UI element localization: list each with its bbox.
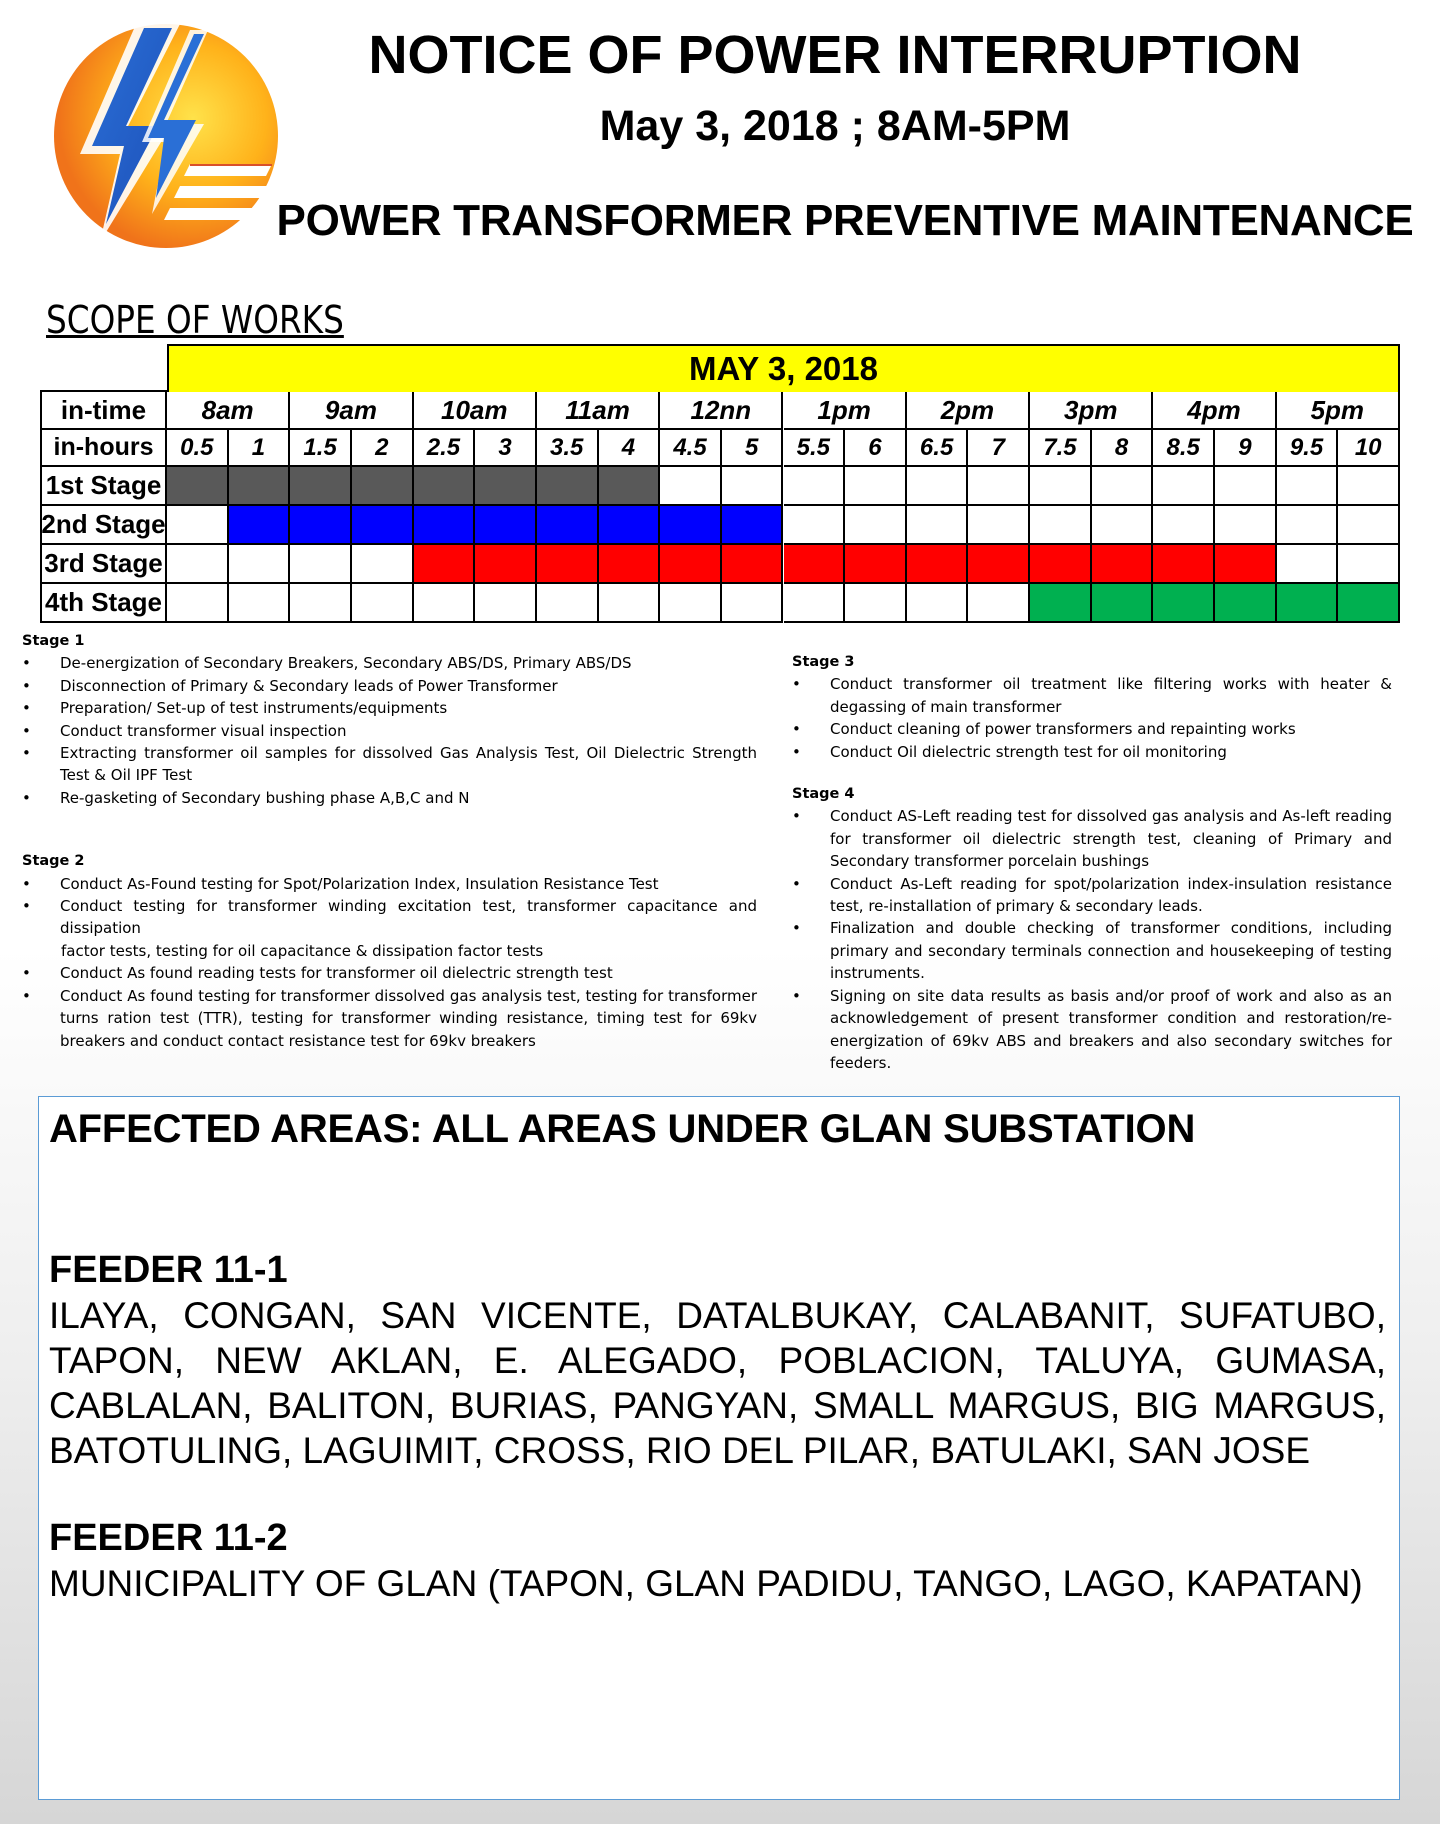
empty-cell (907, 506, 969, 545)
feeder1-areas: ILAYA, CONGAN, SAN VICENTE, DATALBUKAY, CALABANIT, SUFATUBO, TAPON, NEW AKLAN, E. ALEGADO, POBLACION, TALUYA, GUMASA, CABLALAN, BALITON, BURIAS, PANGYAN, SMALL MARGUS, BIG MARGUS, BATOTULING, LAGUIMIT, CROSS, RIO DEL PILAR, BATULAKI, SAN JOSE (49, 1295, 1386, 1471)
stage-bar-cell (907, 545, 969, 584)
schedule-date-band: MAY 3, 2018 (167, 344, 1400, 392)
stage2-title: Stage 2 (22, 853, 85, 870)
stage-bar-cell (475, 467, 537, 506)
empty-cell (229, 545, 291, 584)
list-item: • Conduct As-Left reading for spot/polarization index-insulation resistance test, re-installation of primary & secondary leads. (792, 873, 1392, 918)
empty-cell (475, 584, 537, 623)
stage-bar-cell (414, 545, 476, 584)
hour-header-cell: 4.5 (660, 430, 722, 467)
stage1-title: Stage 1 (22, 633, 85, 649)
stage-bar-cell (1153, 545, 1215, 584)
empty-cell (229, 584, 291, 623)
affected-areas-box (38, 1096, 1400, 1800)
empty-cell (784, 467, 846, 506)
stage-bar-cell (229, 506, 291, 545)
hour-header-cell: 2.5 (414, 430, 476, 467)
hours-row-label: in-hours (40, 430, 167, 467)
stage3-list (792, 673, 1392, 763)
empty-cell (660, 467, 722, 506)
stage-bar-cell (352, 467, 414, 506)
time-header-cell: 1pm (784, 392, 907, 430)
empty-cell (167, 584, 229, 623)
hour-header-cell: 9 (1215, 430, 1277, 467)
stage-row-label: 2nd Stage (40, 506, 167, 545)
hour-header-cell: 6 (845, 430, 907, 467)
hour-header-cell: 1.5 (290, 430, 352, 467)
hour-header-cell: 8.5 (1153, 430, 1215, 467)
stages-left-column (22, 630, 757, 1052)
time-header-cell: 12nn (660, 392, 783, 430)
notice-date: May 3, 2018 ; 8AM-5PM (599, 102, 1071, 150)
stage-bar-cell (167, 467, 229, 506)
stage-bar-cell (1215, 545, 1277, 584)
empty-cell (968, 467, 1030, 506)
empty-cell (1030, 506, 1092, 545)
list-item: • Conduct As found testing for transformer dissolved gas analysis test, testing for transformer turns ration test (TTR), testing for transformer winding resistance, timing test for 69kv breakers and conduct contact resistance test for 69kv breakers (22, 985, 757, 1052)
stage2-list-cont (22, 962, 757, 1052)
stage-bar-cell (537, 506, 599, 545)
list-item: • Conduct testing for transformer winding excitation test, transformer capacitance and dissipation (22, 895, 757, 940)
time-header-cell: 10am (414, 392, 537, 430)
stage-bar-cell (475, 545, 537, 584)
empty-cell (1153, 467, 1215, 506)
hour-header-cell: 0.5 (167, 430, 229, 467)
time-header-cell: 5pm (1277, 392, 1400, 430)
empty-cell (907, 467, 969, 506)
stage-bar-cell (599, 506, 661, 545)
list-item: • Conduct cleaning of power transformers and repainting works (792, 718, 1392, 740)
stage-bar-cell (1338, 584, 1400, 623)
list-item: • Re-gasketing of Secondary bushing phase A,B,C and N (22, 787, 757, 809)
list-item: • Conduct Oil dielectric strength test for oil monitoring (792, 741, 1392, 763)
stage-bar-cell (475, 506, 537, 545)
empty-cell (784, 584, 846, 623)
empty-cell (968, 584, 1030, 623)
empty-cell (167, 545, 229, 584)
empty-cell (1030, 467, 1092, 506)
empty-cell (1277, 506, 1339, 545)
list-item: • De-energization of Secondary Breakers, Secondary ABS/DS, Primary ABS/DS (22, 652, 757, 674)
empty-cell (968, 506, 1030, 545)
list-item: • Conduct As-Found testing for Spot/Polarization Index, Insulation Resistance Test (22, 873, 757, 895)
empty-cell (660, 584, 722, 623)
empty-cell (1338, 467, 1400, 506)
stage1-list (22, 652, 757, 809)
stage-bar-cell (722, 506, 784, 545)
empty-cell (845, 506, 907, 545)
empty-cell (537, 584, 599, 623)
stage-bar-cell (352, 506, 414, 545)
empty-cell (290, 545, 352, 584)
hour-header-cell: 4 (599, 430, 661, 467)
hour-header-cell: 7.5 (1030, 430, 1092, 467)
list-item: • Signing on site data results as basis and/or proof of work and also as an acknowledgement of present transformer condition and restoration/re-energization of 69kv ABS and breakers and also secondary switches for feeders. (792, 985, 1392, 1075)
hour-header-cell: 6.5 (907, 430, 969, 467)
hour-header-cell: 1 (229, 430, 291, 467)
list-item-continuation: factor tests, testing for oil capacitance & dissipation factor tests (61, 941, 544, 960)
hour-header-cell: 8 (1092, 430, 1154, 467)
list-item: • Conduct transformer visual inspection (22, 720, 757, 742)
empty-cell (1215, 506, 1277, 545)
stage-bar-cell (537, 545, 599, 584)
stage-bar-cell (599, 545, 661, 584)
notice-title: NOTICE OF POWER INTERRUPTION (368, 25, 1302, 85)
stage-bar-cell (722, 545, 784, 584)
stage-bar-cell (537, 467, 599, 506)
list-item: • Conduct As found reading tests for transformer oil dielectric strength test (22, 962, 757, 984)
stage-bar-cell (845, 545, 907, 584)
empty-cell (167, 506, 229, 545)
stage-bar-cell (1153, 584, 1215, 623)
list-item: • Disconnection of Primary & Secondary leads of Power Transformer (22, 675, 757, 697)
scope-of-works-heading: SCOPE OF WORKS (46, 298, 344, 342)
stage-bar-cell (414, 467, 476, 506)
empty-cell (352, 545, 414, 584)
notice-subtitle: POWER TRANSFORMER PREVENTIVE MAINTENANCE (276, 196, 1414, 245)
empty-cell (1338, 506, 1400, 545)
stage-bar-cell (1277, 584, 1339, 623)
stage-bar-cell (660, 545, 722, 584)
empty-cell (599, 584, 661, 623)
stage3-title: Stage 3 (792, 654, 855, 670)
hour-header-cell: 5 (722, 430, 784, 467)
empty-cell (352, 584, 414, 623)
stage-bar-cell (968, 545, 1030, 584)
empty-cell (414, 584, 476, 623)
empty-cell (845, 584, 907, 623)
empty-cell (1092, 506, 1154, 545)
time-header-cell: 2pm (907, 392, 1030, 430)
hour-header-cell: 7 (968, 430, 1030, 467)
hour-header-cell: 2 (352, 430, 414, 467)
stage4-title: Stage 4 (792, 786, 855, 803)
stage-bar-cell (290, 506, 352, 545)
empty-cell (1277, 467, 1339, 506)
empty-cell (907, 584, 969, 623)
stage-bar-cell (784, 545, 846, 584)
time-header-cell: 4pm (1153, 392, 1276, 430)
schedule-table (40, 344, 1400, 624)
list-item: • Extracting transformer oil samples for dissolved Gas Analysis Test, Oil Dielectric Strength Test & Oil IPF Test (22, 742, 757, 787)
empty-cell (1092, 467, 1154, 506)
stage-bar-cell (1030, 545, 1092, 584)
empty-cell (1153, 506, 1215, 545)
stage-bar-cell (414, 506, 476, 545)
empty-cell (1215, 467, 1277, 506)
hour-header-cell: 9.5 (1277, 430, 1339, 467)
stage-bar-cell (290, 467, 352, 506)
stage-bar-cell (1030, 584, 1092, 623)
empty-cell (722, 467, 784, 506)
time-header-cell: 3pm (1030, 392, 1153, 430)
time-header-cell: 9am (290, 392, 413, 430)
empty-cell (784, 506, 846, 545)
stage-bar-cell (660, 506, 722, 545)
affected-areas-title: AFFECTED AREAS: ALL AREAS UNDER GLAN SUBSTATION (49, 1107, 1196, 1151)
stage2-list (22, 873, 757, 940)
empty-cell (1338, 545, 1400, 584)
list-item: • Finalization and double checking of transformer conditions, including primary and secondary terminals connection and housekeeping of testing instruments. (792, 917, 1392, 984)
feeder2-areas: MUNICIPALITY OF GLAN (TAPON, GLAN PADIDU, TANGO, LAGO, KAPATAN) (49, 1563, 1363, 1604)
time-row-label: in-time (40, 392, 167, 430)
stage-bar-cell (1215, 584, 1277, 623)
empty-cell (845, 467, 907, 506)
time-header-cell: 11am (537, 392, 660, 430)
stage-bar-cell (1092, 584, 1154, 623)
corner-cell (40, 344, 167, 392)
stage-row-label: 3rd Stage (40, 545, 167, 584)
stage4-list (792, 805, 1392, 1074)
stages-right-column (792, 651, 1392, 1074)
empty-cell (1277, 545, 1339, 584)
list-item: • Conduct transformer oil treatment like filtering works with heater & degassing of main transformer (792, 673, 1392, 718)
time-header-cell: 8am (167, 392, 290, 430)
stage-bar-cell (599, 467, 661, 506)
stage-bar-cell (1092, 545, 1154, 584)
feeder2-title: FEEDER 11-2 (49, 1517, 288, 1559)
hour-header-cell: 3.5 (537, 430, 599, 467)
hour-header-cell: 3 (475, 430, 537, 467)
list-item: • Conduct AS-Left reading test for dissolved gas analysis and As-left reading for transformer oil dielectric strength test, cleaning of Primary and Secondary transformer porcelain bushings (792, 805, 1392, 872)
list-item: • Preparation/ Set-up of test instruments/equipments (22, 697, 757, 719)
hour-header-cell: 5.5 (784, 430, 846, 467)
stage-row-label: 4th Stage (40, 584, 167, 623)
empty-cell (722, 584, 784, 623)
stage-row-label: 1st Stage (40, 467, 167, 506)
empty-cell (290, 584, 352, 623)
feeder1-title: FEEDER 11-1 (49, 1249, 288, 1291)
stage-bar-cell (229, 467, 291, 506)
hour-header-cell: 10 (1338, 430, 1400, 467)
